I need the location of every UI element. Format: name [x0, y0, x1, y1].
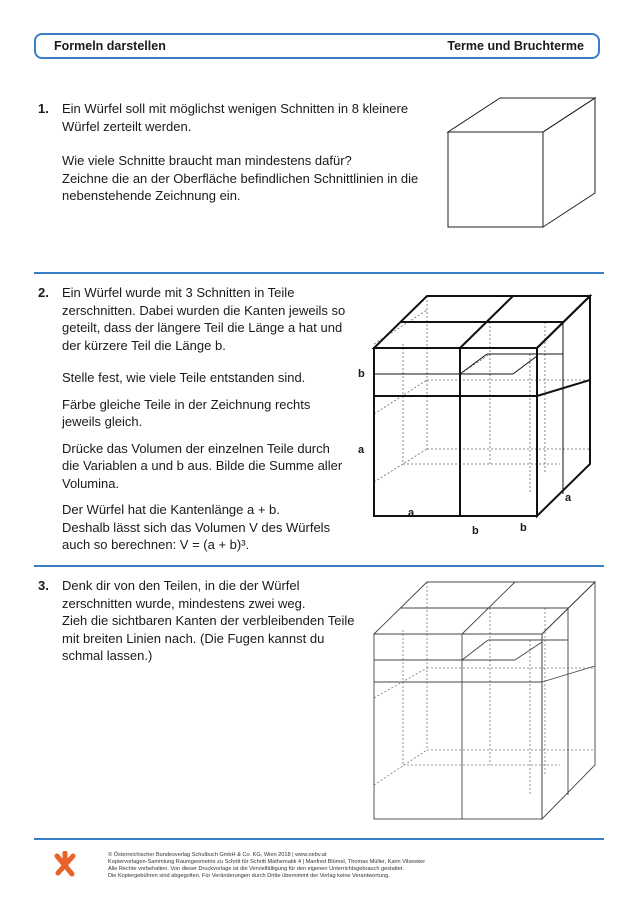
task2-line: Deshalb lässt sich das Volumen V des Würfels — [62, 519, 331, 535]
task1-line: Wie viele Schnitte braucht man mindestens dafür? — [62, 153, 352, 168]
footer-copyright — [108, 852, 578, 880]
divider — [34, 565, 604, 567]
label-a-right: a — [565, 492, 572, 504]
task1-line: Ein Würfel soll mit möglichst wenigen Schnitten in 8 kleinere — [62, 101, 409, 116]
task1-cube-drawing — [440, 90, 610, 260]
task2-line: zerschnitten. Dabei wurden die Kanten jeweils so — [62, 302, 346, 318]
task3-text — [62, 577, 354, 665]
task2-line: Volumina. — [62, 475, 120, 491]
label-b-bottom: b — [472, 525, 479, 537]
header-bar — [34, 33, 600, 59]
divider — [34, 272, 604, 274]
label-b-left: b — [358, 368, 365, 380]
label-b-right: b — [520, 522, 527, 534]
task2-line: der kürzere Teil die Länge b. — [62, 337, 226, 353]
task2-line: die Variablen a und b aus. Bilde die Summe aller — [62, 458, 343, 473]
task1-text — [62, 100, 418, 205]
label-a-bottom: a — [408, 507, 415, 519]
task2-line: Der Würfel hat die Kantenlänge a + b. — [62, 502, 280, 517]
task3-line: schmal lassen.) — [62, 648, 153, 663]
task2-line: jeweils gleich. — [62, 414, 143, 429]
task3-line: Zieh die sichtbaren Kanten der verbleibenden Teile — [62, 613, 355, 628]
oebv-star-icon — [52, 851, 78, 879]
header-right-title: Terme und Bruchterme — [447, 39, 584, 53]
task1-number: 1. — [38, 101, 49, 116]
task2-line: Färbe gleiche Teile in der Zeichnung rechts — [62, 396, 311, 412]
divider — [34, 838, 604, 840]
task2-line: geteilt, dass der längere Teil die Länge a hat und — [62, 320, 343, 335]
task2-text — [62, 284, 365, 563]
task2-number: 2. — [38, 285, 49, 300]
label-a-left: a — [358, 444, 365, 456]
task3-line: Denk dir von den Teilen, in die der Würfel — [62, 578, 300, 593]
task1-line: nebenstehende Zeichnung ein. — [62, 188, 241, 203]
task2-line: auch so berechnen: V = (a + b)³. — [62, 537, 250, 552]
task3-number: 3. — [38, 578, 49, 593]
task3-cube-drawing — [370, 580, 610, 825]
task2-cube-drawing — [370, 294, 610, 524]
task2-line: Stelle fest, wie viele Teile entstanden sind. — [62, 370, 306, 385]
task1-line: Zeichne die an der Oberfläche befindlichen Schnittlinien in die — [62, 170, 419, 186]
footer-line: © Österreichischer Bundesverlag Schulbuch GmbH & Co. KG, Wien 2018 | www.oebv.at — [108, 852, 327, 858]
footer-line: Alle Rechte vorbehalten. Von dieser Druckvorlage ist die Vervielfältigung für den eigenen Unterrichtsgebrauch gestattet. — [108, 866, 405, 872]
footer-line: Die Kopiergebühren sind abgegolten. Für Veränderungen durch Dritte übernimmt der Verlag keine Verantwortung. — [108, 873, 390, 879]
task2-line: Ein Würfel wurde mit 3 Schnitten in Teile — [62, 285, 295, 300]
task3-line: mit breiten Linien nach. (Die Fugen kannst du — [62, 630, 325, 646]
task2-line: Drücke das Volumen der einzelnen Teile durch — [62, 440, 330, 456]
footer-line: Kopiervorlagen-Sammlung Raumgeometrie zu Schritt für Schritt Mathematik 4 | Manfred Blümel, Thomas Müller, Karin Vilseeker — [108, 859, 426, 865]
task1-line: Würfel zerteilt werden. — [62, 118, 192, 134]
task3-line: zerschnitten wurde, mindestens zwei weg. — [62, 595, 306, 611]
header-left-title: Formeln darstellen — [54, 39, 166, 53]
